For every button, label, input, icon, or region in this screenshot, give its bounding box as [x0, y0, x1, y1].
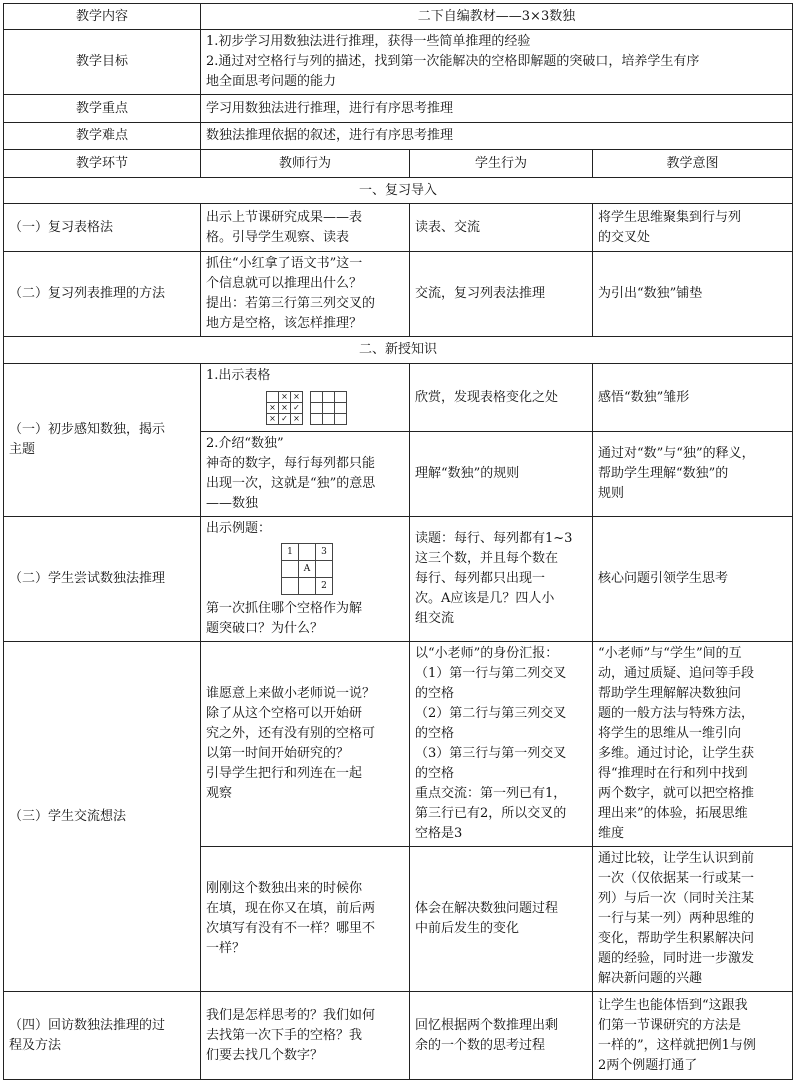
goal-line: 1.初步学习用数独法进行推理，获得一些简单推理的经验 [206, 34, 531, 49]
text-line: 余的一个数的思考过程 [415, 1037, 546, 1053]
teacher-cell [201, 252, 410, 337]
intent-cell [593, 432, 793, 517]
text-line: （四）回访数独法推理的过 [9, 1017, 166, 1033]
empty-grid-cell [311, 392, 323, 403]
text-line: 究之外，还有没有别的空格可 [206, 726, 376, 741]
text-line: 第三行已有2，所以交叉的 [415, 806, 567, 821]
empty-grid-cell [335, 403, 347, 414]
text-line: 主题 [9, 442, 36, 457]
text-line: ——数独 [206, 496, 259, 511]
text-line: 在填，现在你又在填，前后两 [206, 901, 376, 916]
table-row [4, 517, 793, 642]
key-row [4, 95, 793, 123]
text-line: 神奇的数字，每行每列都只能 [206, 456, 376, 471]
empty-grid-cell [323, 414, 335, 425]
student-cell: 欣赏，发现表格变化之处 [410, 364, 593, 432]
goal-row [4, 30, 793, 95]
text-line: 出现一次，这就是“独”的意思 [206, 476, 376, 491]
empty-grid-cell [335, 414, 347, 425]
sudoku-cell [282, 561, 299, 578]
text-line: 动，通过质疑、追问等手段 [598, 666, 755, 681]
text-line: 刚刚这个数独出来的时候你 [206, 881, 363, 896]
text-line: 中前后发生的变化 [415, 921, 520, 936]
text-line: 维度 [598, 826, 625, 841]
key-label: 教学重点 [4, 95, 201, 123]
text-line: 解决新问题的兴趣 [598, 971, 703, 986]
table-row [4, 642, 793, 847]
text-line: 次。A应该是几？四人小 [415, 591, 555, 606]
teacher-cell [201, 204, 410, 252]
text-line: 谁愿意上来做小老师说一说？ [206, 686, 376, 701]
check-grid-cell: ✓ [291, 403, 303, 414]
table-row [4, 204, 793, 252]
student-cell [410, 517, 593, 642]
text-line: 地方是空格，该怎样推理？ [206, 316, 363, 331]
section-title: 二、新授知识 [4, 337, 793, 364]
student-cell: 读表、交流 [410, 204, 593, 252]
text-line: 2两个例题打通了 [598, 1057, 698, 1073]
text-line: 题的一般方法与特殊方法， [598, 706, 755, 721]
content-row [4, 4, 793, 30]
key-value: 学习用数独法进行推理，进行有序思考推理 [201, 95, 793, 123]
intent-cell: 核心问题引领学生思考 [593, 517, 793, 642]
lesson-plan-table [3, 3, 793, 1080]
text-line: 组交流 [415, 611, 455, 626]
empty-grid-cell [311, 414, 323, 425]
empty-grid-cell [335, 392, 347, 403]
text-line: 将学生思维聚集到行与列 [598, 209, 742, 225]
text-line: 2.介绍“数独” [206, 436, 284, 451]
text-line: 题的经验，同时进一步激发 [598, 951, 755, 966]
col-intent: 教学意图 [593, 150, 793, 178]
text-line: 的空格 [415, 766, 455, 781]
content-value: 二下自编教材——3×3数独 [201, 4, 793, 30]
table-row [4, 364, 793, 432]
check-grid [266, 391, 303, 425]
sudoku-cell [282, 578, 299, 595]
section-title: 一、复习导入 [4, 178, 793, 204]
sudoku-cell: 3 [316, 544, 333, 561]
teacher-cell [201, 642, 410, 847]
text-line: 两个数字，就可以把空格推 [598, 786, 755, 801]
table-row [4, 252, 793, 337]
stage-cell [4, 364, 201, 517]
text-line: 观察 [206, 786, 233, 801]
goal-value [201, 30, 793, 95]
teacher-cell [201, 847, 410, 992]
text-line: 除了从这个空格可以开始研 [206, 706, 363, 721]
stage-cell: （二）复习列表推理的方法 [4, 252, 201, 337]
text-line: （一）初步感知数独，揭示 [9, 422, 166, 437]
text-line: 将学生的思维从一维引向 [598, 726, 742, 741]
section-row [4, 337, 793, 364]
text-line: 一次（仅依据某一行或某一 [598, 871, 755, 886]
teacher-cell [201, 364, 410, 432]
check-grid-cell: ✓ [279, 414, 291, 425]
goal-label: 教学目标 [4, 30, 201, 95]
col-teacher: 教师行为 [201, 150, 410, 178]
text-line: （1）第一行与第二列交叉 [415, 666, 567, 681]
text-line: 这三个数，并且每个数在 [415, 551, 559, 566]
difficulty-value: 数独法推理依据的叙述，进行有序思考推理 [201, 123, 793, 150]
check-grid-cell: × [291, 392, 303, 403]
empty-grid [310, 391, 347, 425]
text-line: 多维。通过讨论，让学生获 [598, 746, 755, 761]
text-line: 抓住“小红拿了语文书”这一 [206, 256, 363, 271]
sudoku-cell [299, 578, 316, 595]
student-cell [410, 847, 593, 992]
intent-cell [593, 204, 793, 252]
text-line: 读题：每行、每列都有1~3 [415, 531, 573, 546]
stage-cell [4, 992, 201, 1080]
text-line: 重点交流：第一列已有1， [415, 786, 567, 801]
check-grid-cell: × [291, 414, 303, 425]
text-line: 格。引导学生观察、读表 [206, 229, 350, 245]
text-line: 以第一时间开始研究的？ [206, 746, 350, 761]
goal-line: 2.通过对空格行与列的描述，找到第一次能解决的空格即解题的突破口，培养学生有序 [206, 54, 700, 69]
text-line: （2）第二行与第三列交叉 [415, 706, 567, 721]
text-line: 次填写有没有不一样？哪里不 [206, 921, 376, 936]
intent-cell: 感悟“数独”雏形 [593, 364, 793, 432]
col-student: 学生行为 [410, 150, 593, 178]
text-line: 让学生也能体悟到“这跟我 [598, 997, 748, 1013]
difficulty-row [4, 123, 793, 150]
student-cell [410, 642, 593, 847]
empty-grid-cell [311, 403, 323, 414]
col-stage: 教学环节 [4, 150, 201, 178]
empty-grid-cell [323, 403, 335, 414]
stage-cell: （二）学生尝试数独法推理 [4, 517, 201, 642]
column-header-row [4, 150, 793, 178]
text-line: 我们是怎样思考的？我们如何 [206, 1007, 376, 1023]
text-line: 得“推理时在行和列中找到 [598, 766, 748, 781]
section-row [4, 178, 793, 204]
text-line: 通过对“数”与“独”的释义， [598, 446, 755, 461]
text-line: 一样？ [206, 941, 246, 956]
teacher-cell [201, 432, 410, 517]
text-line: 引导学生把行和列连在一起 [206, 766, 363, 781]
text-line: 一行与某一列）两种思维的 [598, 911, 755, 926]
text-line: 第一次抓住哪个空格作为解 [206, 601, 363, 616]
text-line: “小老师”与“学生”间的互 [598, 646, 742, 661]
text-line: 的交叉处 [598, 229, 651, 245]
text-line: 程及方法 [9, 1037, 62, 1053]
text-line: 列）与后一次（同时关注某 [598, 891, 755, 906]
sudoku-cell: 2 [316, 578, 333, 595]
text-line: 以“小老师”的身份汇报： [415, 646, 559, 661]
stage-cell: （一）复习表格法 [4, 204, 201, 252]
teacher-cell [201, 992, 410, 1080]
check-grid-cell: × [279, 403, 291, 414]
student-cell [410, 992, 593, 1080]
check-grid-cell: × [267, 414, 279, 425]
text-line: 回忆根据两个数推理出剩 [415, 1017, 559, 1033]
text-line: 们要去找几个数字？ [206, 1047, 324, 1063]
text-line: 题突破口？为什么？ [206, 621, 324, 636]
table-row [4, 992, 793, 1080]
text-line: 提出：若第三行第三列交叉的 [206, 296, 376, 311]
student-cell: 理解“数独”的规则 [410, 432, 593, 517]
check-grid-cell [267, 392, 279, 403]
text-line: 去找第一次下手的空格？我 [206, 1027, 363, 1043]
intent-cell: 为引出“数独”铺垫 [593, 252, 793, 337]
check-grid-cell: × [279, 392, 291, 403]
difficulty-label: 教学难点 [4, 123, 201, 150]
text-line: （3）第三行与第一列交叉 [415, 746, 567, 761]
text-line: 理出来”的体验，拓展思维 [598, 806, 748, 821]
text-line: 出示上节课研究成果——表 [206, 209, 363, 225]
text-line: 的空格 [415, 726, 455, 741]
stage-cell: （三）学生交流想法 [4, 642, 201, 992]
sudoku-cell: 1 [282, 544, 299, 561]
text-line: 空格是3 [415, 826, 463, 841]
intent-cell [593, 992, 793, 1080]
text-line: 1.出示表格 [206, 368, 271, 383]
text-line: 体会在解决数独问题过程 [415, 901, 559, 916]
text-line: 规则 [598, 486, 625, 501]
sudoku-cell [299, 544, 316, 561]
check-grid-cell: × [267, 403, 279, 414]
text-line: 帮助学生理解解决数独问 [598, 686, 742, 701]
text-line: 通过比较，让学生认识到前 [598, 851, 755, 866]
goal-line: 地全面思考问题的能力 [206, 74, 337, 89]
text-line: 个信息就可以推理出什么？ [206, 276, 363, 291]
intent-cell [593, 847, 793, 992]
student-cell: 交流，复习列表法推理 [410, 252, 593, 337]
text-line: 出示例题： [206, 521, 272, 536]
empty-grid-cell [323, 392, 335, 403]
sudoku-grid [281, 543, 333, 595]
text-line: 们第一节课研究的方法是 [598, 1017, 742, 1033]
content-label: 教学内容 [4, 4, 201, 30]
teacher-cell [201, 517, 410, 642]
text-line: 变化，帮助学生积累解决问 [598, 931, 755, 946]
grid-pair [266, 391, 404, 425]
text-line: 的空格 [415, 686, 455, 701]
sudoku-cell [316, 561, 333, 578]
text-line: 帮助学生理解“数独”的 [598, 466, 729, 481]
text-line: 每行、每列都只出现一 [415, 571, 546, 586]
intent-cell [593, 642, 793, 847]
sudoku-cell: A [299, 561, 316, 578]
text-line: 一样的”，这样就把例1与例 [598, 1037, 756, 1053]
